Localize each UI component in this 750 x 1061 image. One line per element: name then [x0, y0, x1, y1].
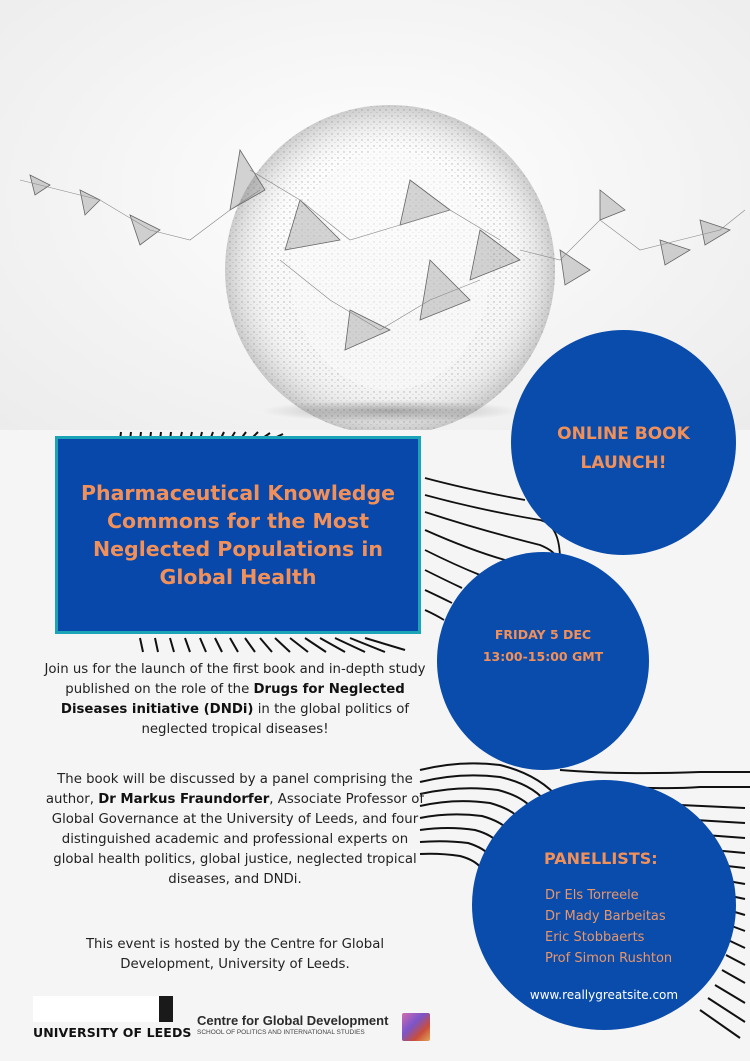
- launch-line-1: ONLINE BOOK: [557, 424, 690, 444]
- event-time: 13:00-15:00 GMT: [482, 649, 604, 664]
- event-date: FRIDAY 5 DEC: [494, 627, 592, 642]
- panellist-item: Dr Mady Barbeitas: [545, 909, 666, 924]
- event-datetime: [437, 624, 649, 668]
- intro-text-end: in the global politics of neglected tropical diseases!: [141, 702, 410, 737]
- panellist-item: Dr Els Torreele: [545, 888, 639, 903]
- intro-paragraph: [40, 660, 430, 740]
- university-of-leeds-logo: [33, 996, 192, 1040]
- launch-label: [511, 420, 736, 478]
- cgd-logo: [197, 1013, 388, 1036]
- panellist-item: Eric Stobbaerts: [545, 930, 645, 945]
- cgd-emblem-icon: [402, 1013, 430, 1041]
- launch-line-2: LAUNCH!: [580, 453, 667, 473]
- leeds-tower-icon: [159, 996, 173, 1022]
- leeds-logo-background: [33, 996, 173, 1022]
- host-paragraph: This event is hosted by the Centre for Global Development, University of Leeds.: [85, 937, 385, 972]
- intro-text-start: Join us for the launch of the first book and in-depth study published on the role of the: [44, 662, 426, 697]
- panel-text-end: , Associate Professor of Global Governance at the University of Leeds, and four distinguished academic and professional experts on global health politics, global justice, neglected tropical diseases, and DNDi.: [51, 792, 425, 887]
- book-title: Pharmaceutical Knowledge Commons for the Most Neglected Populations in Global Health: [80, 481, 396, 589]
- leeds-logo-text: UNIVERSITY OF LEEDS: [33, 1025, 192, 1040]
- cgd-logo-name: Centre for Global Development: [197, 1013, 389, 1028]
- author-name: Dr Markus Fraundorfer: [98, 792, 270, 807]
- panellists-heading: PANELLISTS:: [544, 849, 658, 868]
- website-link[interactable]: www.reallygreatsite.com: [529, 988, 679, 1002]
- dndi-name: Drugs for Neglected Diseases initiative (DNDi): [60, 682, 405, 717]
- panel-paragraph: [40, 770, 430, 890]
- panellists-list: [545, 885, 672, 969]
- book-title-box: [55, 436, 421, 634]
- panellist-item: Prof Simon Rushton: [545, 951, 673, 966]
- panel-text-start: The book will be discussed by a panel comprising the author,: [45, 772, 413, 807]
- cgd-logo-subtitle: SCHOOL OF POLITICS AND INTERNATIONAL STUDIES: [197, 1029, 365, 1036]
